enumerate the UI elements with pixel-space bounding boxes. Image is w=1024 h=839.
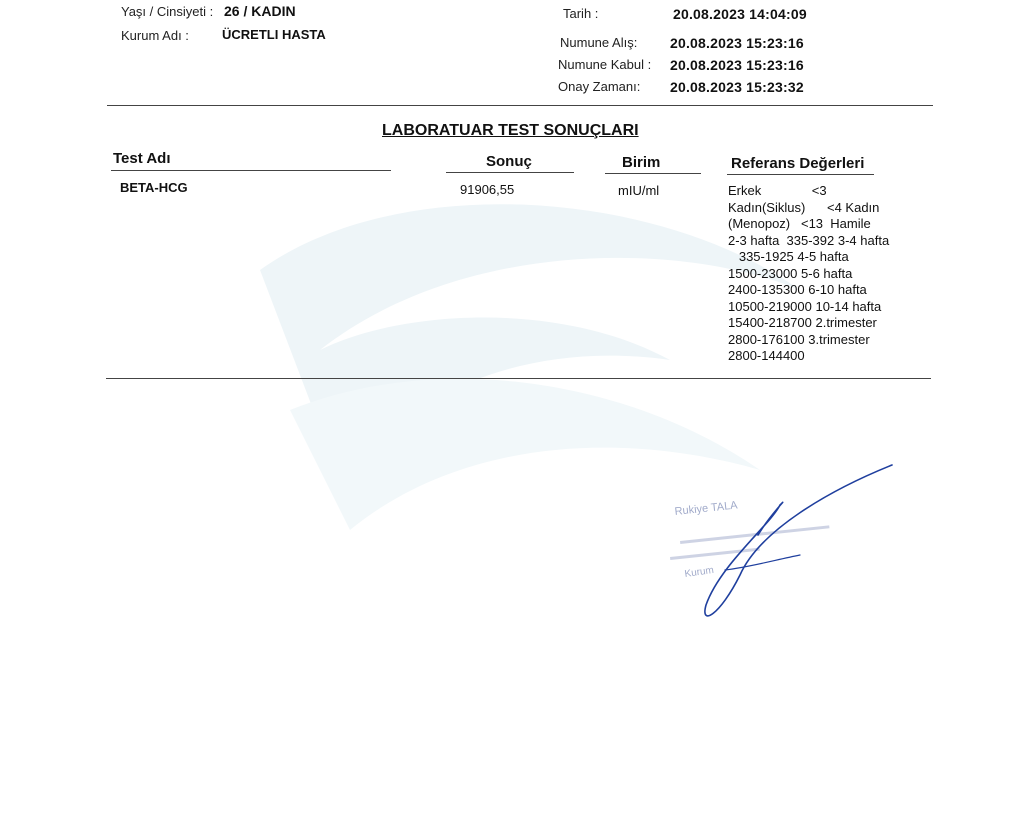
reference-line: 1500-23000 5-6 hafta <box>728 265 853 281</box>
date-value: 20.08.2023 14:04:09 <box>673 6 807 22</box>
sample-accepted-value: 20.08.2023 15:23:16 <box>670 57 804 73</box>
approval-value: 20.08.2023 15:23:32 <box>670 79 804 95</box>
reference-line: (Menopoz) <13 Hamile <box>728 216 871 231</box>
column-underline-test-name <box>111 170 391 171</box>
reference-line: Erkek <3 <box>728 183 827 198</box>
reference-line: 10500-219000 10-14 hafta <box>728 298 882 314</box>
reference-line: 2800-176100 3.trimester <box>728 331 870 347</box>
report-title: LABORATUAR TEST SONUÇLARI <box>382 122 639 139</box>
institution-label: Kurum Adı : <box>121 28 189 43</box>
unit-cell: mIU/ml <box>618 183 660 198</box>
age-sex-value: 26 / KADIN <box>224 3 296 19</box>
column-header-result: Sonuç <box>486 153 532 170</box>
date-label: Tarih : <box>563 6 599 21</box>
signature-stroke <box>705 465 892 616</box>
column-underline-result <box>446 172 574 173</box>
stamp-line: Kurum <box>683 564 715 580</box>
column-header-reference: Referans Değerleri <box>731 155 865 172</box>
reference-line: Kadın(Siklus) <4 Kadın <box>728 199 880 215</box>
results-divider <box>106 378 931 379</box>
result-cell: 91906,55 <box>460 182 515 197</box>
column-header-test-name: Test Adı <box>113 150 171 167</box>
sample-taken-label: Numune Alış: <box>560 35 638 50</box>
reference-line: 2-3 hafta 335-392 3-4 hafta <box>728 232 890 248</box>
approval-label: Onay Zamanı: <box>558 79 641 94</box>
test-name-cell: BETA-HCG <box>120 180 188 195</box>
column-underline-reference <box>727 174 874 175</box>
reference-line: 15400-218700 2.trimester <box>728 315 877 330</box>
reference-line: 335-1925 4-5 hafta <box>728 249 849 264</box>
header-divider <box>107 105 933 106</box>
reference-line: 2400-135300 6-10 hafta <box>728 282 867 297</box>
reference-values <box>728 183 889 365</box>
signature-stamp <box>640 455 920 640</box>
stamp-name: Rukiye TALA <box>674 499 739 518</box>
column-underline-unit <box>605 173 701 174</box>
reference-line: 2800-144400 <box>728 348 805 363</box>
column-header-unit: Birim <box>622 154 661 171</box>
age-sex-label: Yaşı / Cinsiyeti : <box>121 4 214 19</box>
institution-value: ÜCRETLI HASTA <box>222 27 326 42</box>
sample-accepted-label: Numune Kabul : <box>558 57 652 72</box>
sample-taken-value: 20.08.2023 15:23:16 <box>670 35 804 51</box>
